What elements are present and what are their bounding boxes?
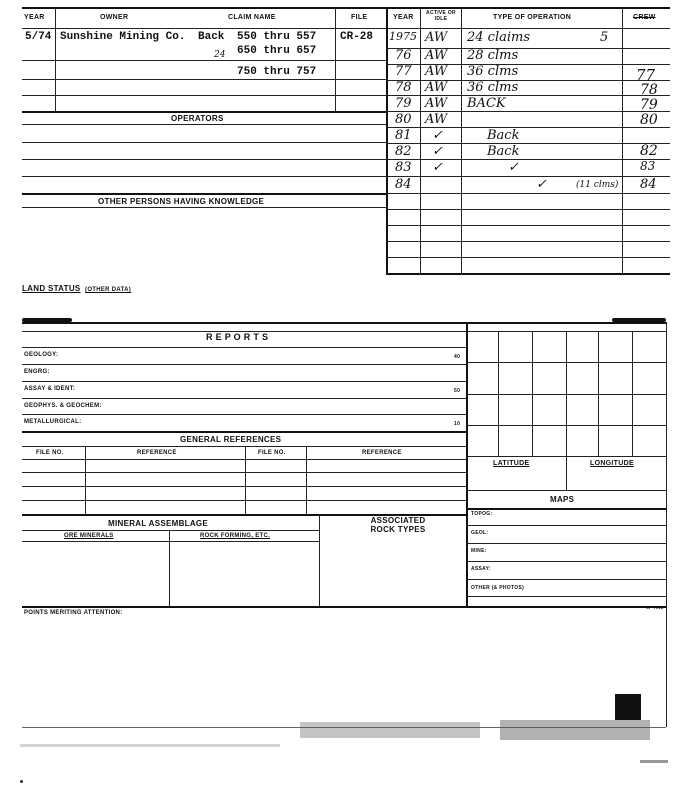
op-crew-9: 83: [640, 159, 656, 173]
ref-reference-2: REFERENCE: [362, 450, 402, 456]
land-status-label: LAND STATUS: [22, 284, 81, 293]
op-type-2: 28 clms: [467, 48, 519, 63]
op-type-9: ✓: [508, 160, 519, 175]
header-file: FILE: [351, 14, 368, 21]
op-year-1: 1975: [389, 30, 417, 43]
op-status-1: AW: [425, 30, 448, 45]
op-type-8: Back: [487, 144, 520, 159]
mineral-assemblage-title: MINERAL ASSEMBLAGE: [108, 519, 209, 528]
op-year-7: 81: [395, 128, 412, 143]
op-year-8: 82: [395, 144, 412, 159]
op-status-2: AW: [425, 48, 448, 63]
op-status-6: AW: [425, 112, 448, 127]
longitude-label: LONGITUDE: [590, 460, 634, 467]
claim-range-1: 550 thru 557: [237, 31, 317, 43]
op-crew-4: 78: [640, 82, 658, 98]
op-year-2: 76: [395, 48, 412, 63]
claim-range-2: 650 thru 657: [237, 45, 317, 57]
report-geology: GEOLOGY:: [24, 352, 59, 358]
header-active-idle: ACTIVE OR IDLE: [426, 10, 456, 22]
claim-note: 24: [214, 50, 226, 60]
op-status-4: AW: [425, 80, 448, 95]
op-crew-10: 84: [640, 177, 657, 192]
land-status-sub: (OTHER DATA): [85, 287, 132, 293]
report-metallurgical-code: 10: [454, 421, 461, 427]
other-persons-label: OTHER PERSONS HAVING KNOWLEDGE: [98, 197, 265, 206]
op-crew-6: 80: [640, 112, 658, 128]
header-year2: YEAR: [393, 14, 414, 21]
claim-name: Back: [198, 31, 225, 43]
form-number: SP 7918: [646, 605, 664, 610]
report-assay-code: 50: [454, 388, 461, 394]
maps-label: MAPS: [550, 495, 575, 504]
land-status: [22, 278, 131, 296]
report-geophys: GEOPHYS. & GEOCHEM:: [24, 403, 102, 409]
claim-file: CR-28: [340, 31, 374, 43]
report-engrg: ENGRG:: [24, 369, 50, 375]
general-references-title: GENERAL REFERENCES: [180, 435, 282, 444]
op-crew-8: 82: [640, 143, 658, 159]
header-type-operation: TYPE OF OPERATION: [493, 14, 572, 21]
op-type-5: BACK: [467, 96, 506, 111]
ref-file-no-2: FILE NO.: [258, 450, 286, 456]
map-assay: ASSAY:: [471, 566, 491, 572]
op-type-3: 36 clms: [467, 64, 519, 79]
map-other: OTHER (& PHOTOS): [471, 585, 525, 591]
op-type-1: 24 claims: [467, 30, 531, 45]
op-status-8: ✓: [432, 144, 443, 159]
header-year: YEAR: [24, 14, 45, 21]
op-note-10: (11 clms): [576, 180, 619, 190]
claim-year: 5/74: [25, 31, 52, 43]
op-type-7: Back: [487, 128, 520, 143]
report-assay: ASSAY & IDENT:: [24, 386, 76, 392]
op-year-9: 83: [395, 160, 412, 175]
points-meriting-label: POINTS MERITING ATTENTION:: [24, 610, 123, 616]
ref-reference-1: REFERENCE: [137, 450, 177, 456]
op-crew-5: 79: [640, 97, 658, 113]
rock-forming-label: ROCK FORMING, ETC.: [200, 533, 271, 539]
op-year-4: 78: [395, 80, 412, 95]
ore-minerals-label: ORE MINERALS: [64, 533, 114, 539]
associated-rock-types-title: ASSOCIATED ROCK TYPES: [370, 516, 426, 534]
header-owner: OWNER: [100, 14, 129, 21]
op-year-6: 80: [395, 112, 412, 127]
header-claim-name: CLAIM NAME: [228, 14, 276, 21]
registration-mark: [615, 694, 641, 720]
operators-label: OPERATORS: [171, 114, 224, 123]
report-geology-code: 40: [454, 354, 461, 360]
op-year-10: 84: [395, 177, 412, 192]
map-topog: TOPOG:: [471, 511, 493, 517]
latitude-label: LATITUDE: [493, 460, 530, 467]
claim-owner: Sunshine Mining Co.: [60, 31, 186, 43]
op-status-3: AW: [425, 64, 448, 79]
op-status-5: AW: [425, 96, 448, 111]
op-type-4: 36 clms: [467, 80, 519, 95]
reports-title: R E P O R T S: [206, 332, 269, 342]
claim-range-3: 750 thru 757: [237, 66, 317, 78]
op-status-9: ✓: [432, 160, 443, 175]
op-year-5: 79: [395, 96, 412, 111]
op-crew-1: 5: [600, 30, 609, 45]
op-year-3: 77: [395, 64, 412, 79]
op-crew-3: 77: [636, 66, 656, 84]
ref-file-no-1: FILE NO.: [36, 450, 64, 456]
map-geol: GEOL:: [471, 530, 489, 536]
report-metallurgical: METALLURGICAL:: [24, 419, 82, 425]
map-mine: MINE:: [471, 548, 487, 554]
header-crew: CREW: [633, 14, 656, 21]
op-status-7: ✓: [432, 128, 443, 143]
op-type-10: ✓: [536, 177, 547, 192]
